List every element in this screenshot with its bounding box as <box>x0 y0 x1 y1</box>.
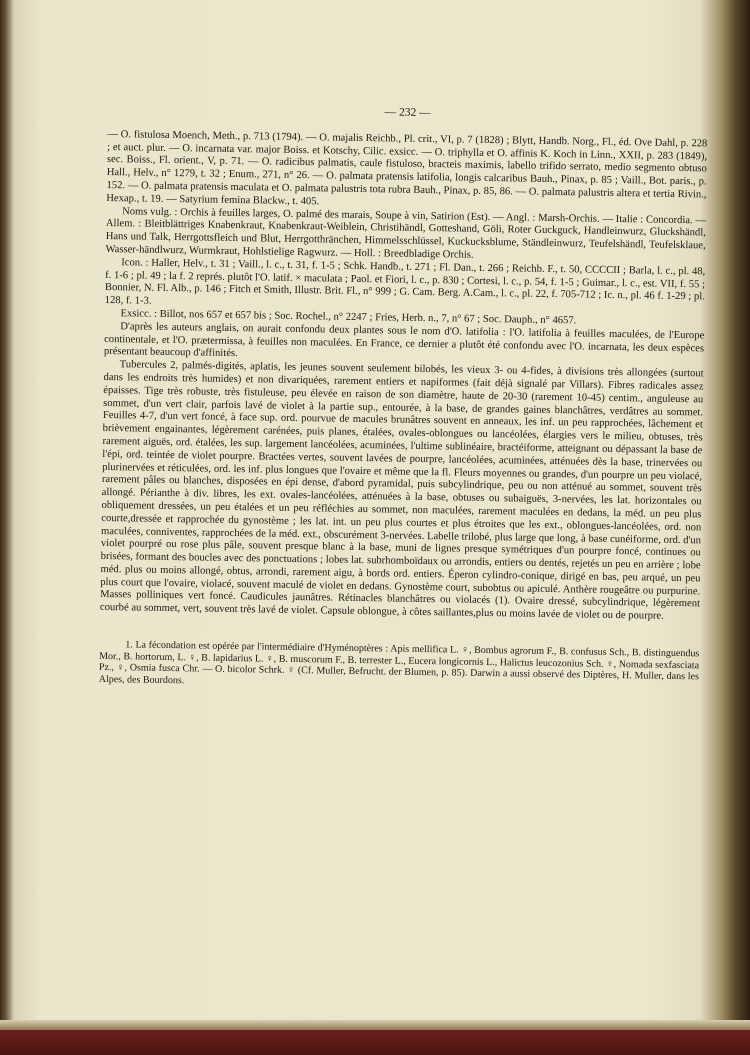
synonymy-paragraph: — O. fistulosa Moench, Meth., p. 713 (1794). — O. majalis Reichb., Pl. crit., VI, p. 7 (1828) ; Blytt, Handb. Norg., Fl., éd. Ove Dahl, p. 228 ; et auct. plur. — O. incarnata var. major Boiss. et Kotschy, Cilic. exsicc. — O. triphylla et O. affinis K. Koch in Linn., XXII, p. 283 (1849), sec. Boiss., Fl. orient., V, p. 71. — O. radicibus palmatis, caule fistuloso, bracteis maximis, labello trifido serrato, medio segmento obtuso Hall., Helv., n° 1279, t. 32 ; Enum., 271, n° 26. — O. palmata pratensis latifolia, longis calcaribus Bauh., Pinax, p. 85 ; Vaill., Bot. paris., p. 152. — O. palmata pratensis maculata et O. palmata palustris tota rubra Bauh., Pinax, p. 85, 86. — O. palmata palustris altera et tertia Rivin., Hexap., t. 19. — Satyrium femina Blackw., t. 405. <box>106 128 708 208</box>
page-text-block <box>99 92 708 694</box>
book-cover-edge <box>0 1030 750 1055</box>
common-names-paragraph: Noms vulg. : Orchis à feuilles larges, O. palmé des marais, Soupe à vin, Satirion (Est). — Angl. : Marsh-Orchis. — Italie : Concordia. — Allem. : Bleitblättriges Knabenkraut, Knabenkraut-Weiblein, Christihändl, Gotteshand, Göli, Roter Guckguck, Handleinwurz, Gluckshändl, Hans und Talk, Herrgottsfleich und Blut, Herrgotthränchen, Himmelsschlüssel, Kuckucksblume, Ständleinwurz, Teufelshändl, Teufelsklaue, Wasser-händlwurz, Wurmkraut, Hohlstielige Ragwurz. — Holl. : Breedbladige Orchis. <box>105 205 707 261</box>
page-number: — 232 — <box>384 106 431 120</box>
iconography-paragraph: Icon. : Haller, Helv., t. 31 ; Vaill., l. c., t. 31, f. 1-5 ; Schk. Handb., t. 271 ; Fl. Dan., t. 266 ; Reichb. F., t. 50, CCCCII ; Barla, l. c., pl. 48, f. 1-6 ; pl. 49 ; la f. 2 représ. plutôt l'O. latif. × maculata ; Paol. et Fiori, l. c., p. 830 ; Cortesi, l. c., p. 54, f. 1-5 ; Guimar., l. c., est. VII, f. 55 ; Bonnier, N. Fl. Alb., p. 146 ; Fitch et Smith, Illustr. Brit. Fl., n° 999 ; G. Cam. Berg. A.Cam., l. c., pl. 22, f. 705-712 ; Ic. n., pl. 46 f. 1-29 ; pl. 128, f. 1-3. <box>104 256 706 307</box>
exsiccata-paragraph: Exsicc. : Billot, nos 657 et 657 bis ; Soc. Rochel., n° 2247 ; Fries, Herb. n., 7, n° 67 ; Soc. Dauph., n° 4657. <box>120 308 577 327</box>
footnote <box>99 639 700 694</box>
footnote-text: 1. La fécondation est opérée par l'intermédiaire d'Hyménoptères : Apis mellifica L. ♀, Bombus agrorum F., B. confusus Sch., B. distinguendus Mor., B. hortorum, L. ♀, B. lapidarius L. ♀, B. muscorum F., B. terrester L., Eucera longicornis L., Halictus leucozonius Sch. ♀, Nomada sexfasciata Pz., ♀, Osmia fusca Chr. — O. bicolor Schrk. ♀ (Cf. Muller, Befrucht. der Blumen, p. 85). Darwin a aussi observé des Diptères, H. Muller, dans les Alpes, des Bourdons. <box>98 639 700 686</box>
taxonomy-note-paragraph: D'après les auteurs anglais, on aurait confondu deux plantes sous le nom d'O. latifolia : l'O. latifolia à feuilles maculées, de l'Europe continentale, et l'O. prætermissa, à feuilles non maculées. En France, ce dernier a plutôt été confondu avec l'O. incarnata, les deux espèces présentant beaucoup d'affinités. <box>103 320 705 360</box>
description-paragraph: Tubercules 2, palmés-digités, aplatis, les jeunes souvent seulement bilobés, les vieux 3- ou 4-fides, à divisions très allongées (surtout dans les endroits très humides) et non divariquées, rarement entiers et napiformes (fait déjà signalé par Villars). Fibres radicales assez épaisses. Tige très robuste, très fistuleuse, peu élevée en raison de son diamètre, haute de 20-30 (rarement 10-45) centim., anguleuse au sommet, d'un vert clair, parfois lavé de violet à la partie sup., entourée, à la base, de grandes gaines blanchâtres, verdâtres au sommet. Feuilles 4-7, d'un vert foncé, à face sup. ord. pourvue de macules brunâtres souvent en anneaux, les inf. un peu rapprochées, lâchement et brièvement engainantes, légèrement carénées, puis planes, étalées, ovales-oblongues ou lancéolées, élargies vers le milieu, obtuses, très rarement aiguës, ord. étalées, les sup. largement lancéolées, acuminées, l'ultime sublinéaire, bractéiforme, atteignant ou dépassant la base de l'épi, ord. teintée de violet pourpre. Bractées vertes, souvent lavées de pourpre, lancéolées, acuminées, atténuées dès la base, trinervées ou plurinervées et réticulées, ord. les inf. plus longues que l'ovaire et même que la fl. Fleurs moyennes ou grandes, d'un pourpre un peu violacé, rarement pâles ou blanches, disposées en épi dense, d'abord pyramidal, puis subcylindrique, peu ou non atténué au sommet, souvent très allongé. Périanthe à div. libres, les ext. ovales-lancéolées, atténuées à la base, obtuses ou subaiguës, 3-nervées, les lat. horizontales ou obliquement dressées, un peu étalées et un peu réfléchies au sommet, non maculées, rarement maculées en dedans, la méd. un peu plus courte,dressée et rapprochée du gynostème ; les lat. int. un peu plus courtes et plus étroites que les ext., oblongues-lancéolées, ord. non maculées, conniventes, rapprochées de la méd. ext., obscurément 3-nervées. Labelle trilobé, plus large que long, à base cunéiforme, ord. d'un violet pourpré ou rose plus pâle, souvent presque blanc à la base, muni de lignes presque symétriques d'un pourpre foncé, continues ou brisées, formant des boucles avec des ponctuations ; lobes lat. subrhomboïdaux ou arrondis, entiers ou dentés, rejetés un peu en arrière ; lobe méd. plus ou moins allongé, obtus, arrondi, rarement aigu, à bords ord. entiers. Éperon cylindro-conique, dirigé en bas, peu arqué, un peu plus court que l'ovaire, violacé, souvent maculé de violet en dedans. Gynostème court, subobtus ou apiculé. Anthère rougeâtre ou purpurine. Masses polliniques vert foncé. Caudicules jaunâtres. Rétinacles blanchâtres ou violacés (1). Ovaire dressé, subcylindrique, légèrement courbé au sommet, vert, souvent très lavé de violet. Capsule oblongue, à côtes saillantes,plus ou moins lavée de violet ou de pourpre. <box>99 359 704 623</box>
